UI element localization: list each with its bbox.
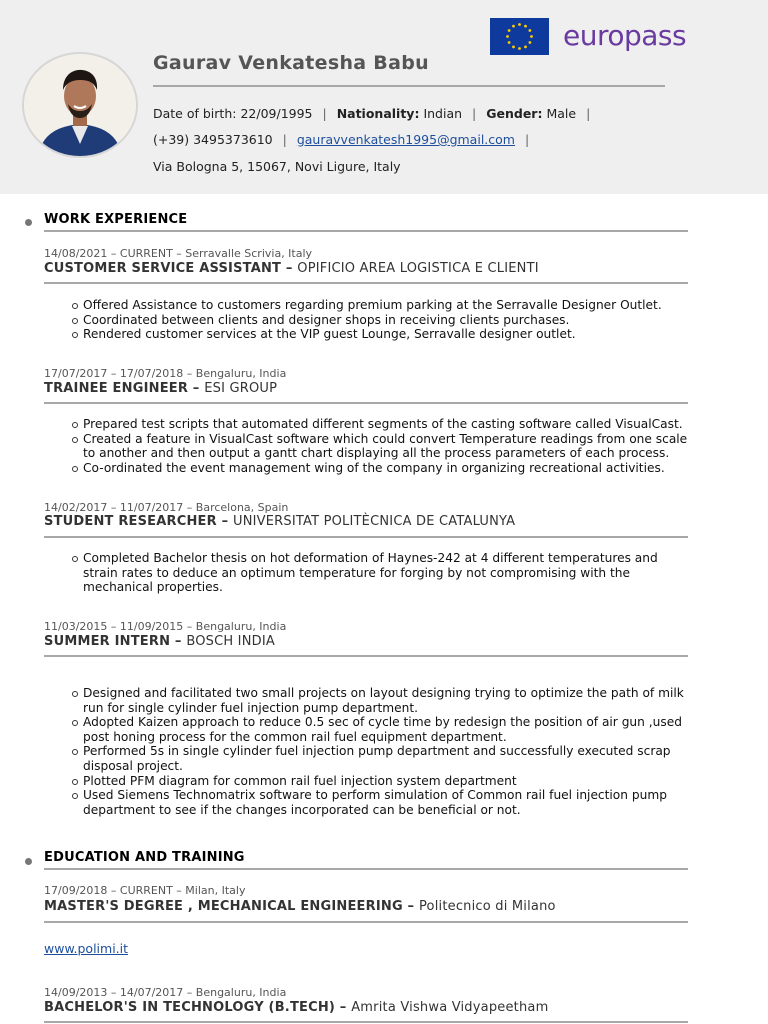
degree: MASTER'S DEGREE , MECHANICAL ENGINEERING – (44, 899, 419, 914)
job-bullets (70, 686, 690, 817)
section-divider (44, 230, 688, 232)
job-bullets (70, 417, 690, 475)
eu-star (530, 35, 533, 38)
list-item: Performed 5s in single cylinder fuel injection pump department and successfully executed scrap disposal project. (70, 744, 690, 773)
job-divider (44, 536, 688, 538)
dob-label: Date of birth: (153, 106, 237, 121)
europass-logo (490, 17, 700, 57)
list-item: Adopted Kaizen approach to reduce 0.5 sec of cycle time by redesign the position of air gun ,used post honing process for the common rail fuel equipment department. (70, 715, 690, 744)
name-divider (153, 85, 665, 87)
list-item: Created a feature in VisualCast software which could convert Temperature readings from one scale to another and then output a gantt chart displaying all the process parameters of each process. (70, 432, 690, 461)
eu-star (518, 47, 521, 50)
job-org: BOSCH INDIA (186, 634, 275, 649)
list-item: Designed and facilitated two small projects on layout designing trying to optimize the path of milk run for single cylinder fuel injection pump department. (70, 686, 690, 715)
eu-star (512, 25, 515, 28)
education-meta: 17/09/2018 – CURRENT – Milan, Italy (44, 884, 246, 897)
separator: | (322, 106, 327, 121)
list-item: Plotted PFM diagram for common rail fuel injection system department (70, 774, 690, 789)
personal-info-line-2 (153, 132, 535, 147)
profile-photo (22, 52, 138, 158)
section-title-education: EDUCATION AND TRAINING (44, 850, 245, 865)
list-item: Offered Assistance to customers regarding premium parking at the Serravalle Designer Outlet. (70, 298, 690, 313)
list-item: Completed Bachelor thesis on hot deformation of Haynes-242 at 4 different temperatures and strain rates to deduce an optimum temperature for forging by not compromising with the mechanical properties. (70, 551, 690, 595)
eu-star (508, 41, 511, 44)
list-item: Used Siemens Technomatrix software to perform simulation of Common rail fuel injection pump department to see if the changes incorporated can be beneficial or not. (70, 788, 690, 817)
education-divider (44, 921, 688, 923)
gender-label: Gender: (486, 106, 543, 121)
separator: | (472, 106, 477, 121)
separator: | (282, 132, 287, 147)
job-title (44, 381, 277, 396)
list-item: Rendered customer services at the VIP guest Lounge, Serravalle designer outlet. (70, 327, 690, 342)
job-role: CUSTOMER SERVICE ASSISTANT – (44, 261, 298, 276)
job-org: UNIVERSITAT POLITÈCNICA DE CATALUNYA (233, 514, 516, 529)
job-divider (44, 282, 688, 284)
full-name: Gaurav Venkatesha Babu (153, 52, 429, 74)
personal-info-line-1 (153, 106, 596, 121)
job-role: STUDENT RESEARCHER – (44, 514, 233, 529)
job-divider (44, 402, 688, 404)
separator: | (586, 106, 591, 121)
job-meta: 14/02/2017 – 11/07/2017 – Barcelona, Spain (44, 501, 289, 514)
job-role: TRAINEE ENGINEER – (44, 381, 205, 396)
section-title-work: WORK EXPERIENCE (44, 212, 188, 227)
job-title (44, 514, 515, 529)
address: Via Bologna 5, 15067, Novi Ligure, Italy (153, 159, 401, 174)
job-meta: 11/03/2015 – 11/09/2015 – Bengaluru, India (44, 620, 287, 633)
separator: | (524, 132, 530, 147)
eu-star (528, 41, 531, 44)
dob-value: 22/09/1995 (240, 106, 313, 121)
section-bullet-icon (25, 858, 32, 865)
list-item: Prepared test scripts that automated different segments of the casting software called VisualCast. (70, 417, 690, 432)
degree: BACHELOR'S IN TECHNOLOGY (B.TECH) – (44, 1000, 352, 1015)
education-title (44, 1000, 548, 1015)
eu-star (512, 45, 515, 48)
nationality-label: Nationality: (336, 106, 420, 121)
education-divider (44, 1021, 688, 1023)
school: Amrita Vishwa Vidyapeetham (351, 1000, 549, 1015)
logo-text: europass (563, 19, 687, 52)
job-meta: 14/08/2021 – CURRENT – Serravalle Scrivia, Italy (44, 247, 313, 260)
phone-number: (+39) 3495373610 (153, 132, 273, 147)
job-title (44, 261, 539, 276)
section-bullet-icon (25, 219, 32, 226)
school: Politecnico di Milano (418, 899, 556, 914)
person-photo-icon (24, 54, 136, 156)
email-link[interactable]: gauravvenkatesh1995@gmail.com (296, 132, 515, 147)
job-org: ESI GROUP (204, 381, 278, 396)
list-item: Coordinated between clients and designer shops in receiving clients purchases. (70, 313, 690, 328)
education-meta: 14/09/2013 – 14/07/2017 – Bengaluru, India (44, 986, 287, 999)
education-title (44, 899, 556, 914)
list-item: Co-ordinated the event management wing of the company in organizing recreational activities. (70, 461, 690, 476)
section-divider (44, 868, 688, 870)
school-website-link[interactable]: www.polimi.it (44, 941, 129, 956)
eu-star (508, 29, 511, 32)
job-title (44, 634, 275, 649)
job-bullets (70, 551, 690, 595)
gender-value: Male (546, 106, 577, 121)
nationality-value: Indian (423, 106, 463, 121)
job-meta: 17/07/2017 – 17/07/2018 – Bengaluru, India (44, 367, 287, 380)
eu-star (518, 23, 521, 26)
job-divider (44, 655, 688, 657)
eu-star (524, 45, 527, 48)
eu-star (528, 29, 531, 32)
job-org: OPIFICIO AREA LOGISTICA E CLIENTI (297, 261, 539, 276)
job-role: SUMMER INTERN – (44, 634, 187, 649)
job-bullets (70, 298, 690, 342)
eu-star (524, 25, 527, 28)
eu-star (506, 35, 509, 38)
eu-flag-icon (490, 18, 549, 55)
